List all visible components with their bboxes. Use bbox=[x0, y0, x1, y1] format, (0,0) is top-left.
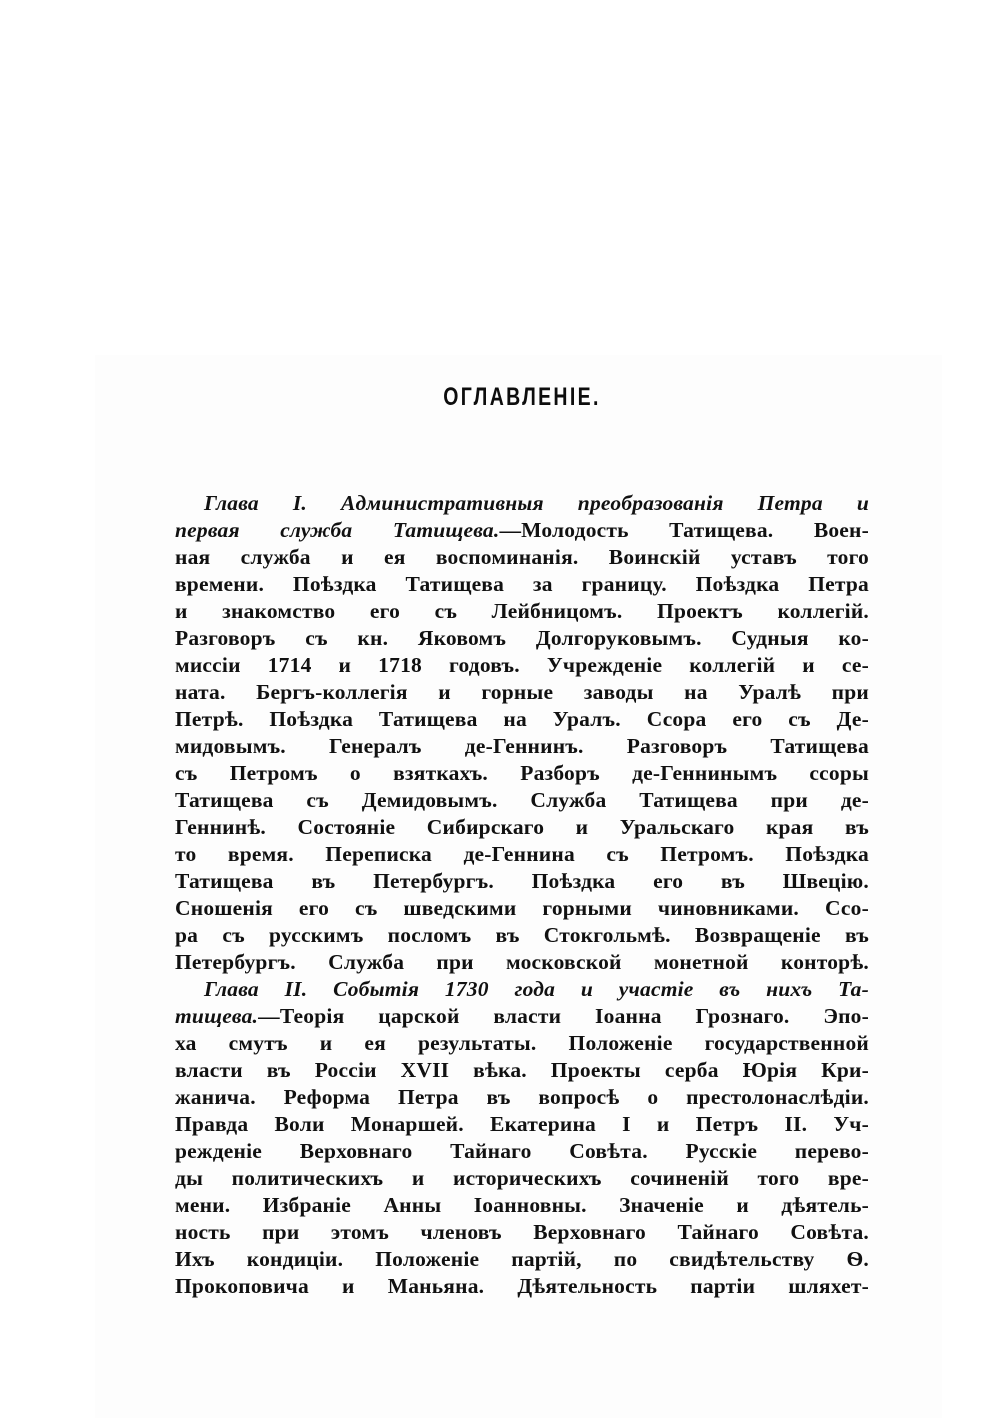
chapter-title-italic: Глава II. Событія 1730 года и участіе въ нихъ Та- bbox=[204, 977, 869, 1001]
toc-line: ра съ русскимъ посломъ въ Стокгольмѣ. Возвращеніе въ bbox=[175, 923, 869, 947]
chapter-title-italic: Глава I. Административныя преобразованія Петра и bbox=[204, 491, 869, 515]
toc-line: ная служба и ея воспоминанія. Воинскій уставъ того bbox=[175, 545, 869, 569]
toc-line: Разговоръ съ кн. Яковомъ Долгоруковымъ. Судныя ко- bbox=[175, 626, 869, 650]
toc-line: мидовымъ. Генералъ де-Геннинъ. Разговоръ Татищева bbox=[175, 734, 869, 758]
toc-line: власти въ Россіи XVII вѣка. Проекты серба Юрія Кри- bbox=[175, 1058, 869, 1082]
page-title: ОГЛАВЛЕНІЕ. bbox=[443, 383, 601, 411]
toc-line: съ Петромъ о взяткахъ. Разборъ де-Геннинымъ ссоры bbox=[175, 761, 869, 785]
toc-line bbox=[175, 490, 869, 517]
toc-line: Татищева съ Демидовымъ. Служба Татищева при де- bbox=[175, 788, 869, 812]
toc-line: режденіе Верховнаго Тайнаго Совѣта. Русскіе перево- bbox=[175, 1139, 869, 1163]
toc-line: Геннинѣ. Состояніе Сибирскаго и Уральскаго края въ bbox=[175, 815, 869, 839]
toc-line: Татищева въ Петербургъ. Поѣздка его въ Швецію. bbox=[175, 869, 869, 893]
toc-line: ната. Бергъ-коллегія и горные заводы на Уралѣ при bbox=[175, 680, 869, 704]
toc-line: времени. Поѣздка Татищева за границу. Поѣздка Петра bbox=[175, 572, 869, 596]
toc-line: ность при этомъ членовъ Верховнаго Тайнаго Совѣта. bbox=[175, 1220, 869, 1244]
chapter-title-italic: первая служба Татищева. bbox=[175, 518, 500, 542]
toc-line: Прокоповича и Маньяна. Дѣятельность партіи шляхет- bbox=[175, 1274, 869, 1298]
toc-line: то время. Переписка де-Геннина съ Петромъ. Поѣздка bbox=[175, 842, 869, 866]
toc-line bbox=[175, 517, 869, 544]
chapter-title-italic: тищева. bbox=[175, 1004, 259, 1028]
toc-line: миссіи 1714 и 1718 годовъ. Учрежденіе коллегій и се- bbox=[175, 653, 869, 677]
toc-line: жанича. Реформа Петра въ вопросѣ о престолонаслѣдіи. bbox=[175, 1085, 869, 1109]
toc-line: Ихъ кондиціи. Положеніе партій, по свидѣтельству Ѳ. bbox=[175, 1247, 869, 1271]
toc-line: Петербургъ. Служба при московской монетной конторѣ. bbox=[175, 950, 869, 974]
chapter-summary-text: —Молодость Татищева. Воен- bbox=[499, 518, 869, 542]
toc-line: Петрѣ. Поѣздка Татищева на Уралъ. Ссора его съ Де- bbox=[175, 707, 869, 731]
toc-line: ды политическихъ и историческихъ сочиненій того вре- bbox=[175, 1166, 869, 1190]
toc-chapter-1 bbox=[175, 490, 869, 976]
toc-line: ха смутъ и ея результаты. Положеніе государственной bbox=[175, 1031, 869, 1055]
toc-chapter-2 bbox=[175, 976, 869, 1300]
table-of-contents bbox=[175, 490, 869, 1300]
chapter-summary-text: —Теорія царской власти Іоанна Грознаго. Эпо- bbox=[258, 1004, 869, 1028]
toc-line: Сношенія его съ шведскими горными чиновниками. Ссо- bbox=[175, 896, 869, 920]
toc-line: и знакомство его съ Лейбницомъ. Проектъ коллегій. bbox=[175, 599, 869, 623]
toc-line: Правда Воли Монаршей. Екатерина I и Петръ II. Уч- bbox=[175, 1112, 869, 1136]
toc-line bbox=[175, 976, 869, 1003]
toc-line bbox=[175, 1003, 869, 1030]
toc-line: мени. Избраніе Анны Іоанновны. Значеніе и дѣятель- bbox=[175, 1193, 869, 1217]
